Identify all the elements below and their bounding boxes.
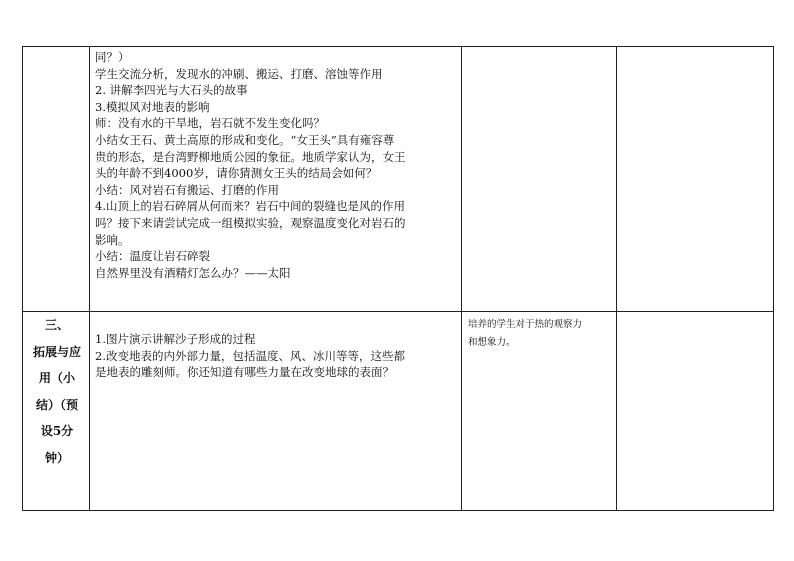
table-border-bottom [22, 510, 774, 511]
table-row-divider [22, 311, 774, 312]
row2-goal-cell [468, 316, 582, 352]
table-column-divider-2 [461, 46, 462, 511]
section-label-line: 结）（预 [35, 397, 78, 412]
table-column-divider-1 [89, 46, 90, 511]
process-line: 3.模拟风对地表的影响 [95, 99, 210, 114]
goal-line: 和想象力。 [468, 337, 516, 348]
section-label-line: 三、 [44, 318, 69, 332]
row1-process-cell [95, 49, 406, 281]
process-line: 同？） [95, 50, 130, 64]
process-line: 4.山顶上的岩石碎屑从何而来？岩石中间的裂缝也是风的作用 [95, 199, 405, 214]
process-line: 小结：温度让岩石碎裂 [95, 249, 210, 264]
section-label-line: 拓展与应 [32, 344, 81, 359]
process-line: 师：没有水的干旱地，岩石就不发生变化吗？ [95, 116, 325, 131]
process-line: 吗？接下来请尝试完成一组模拟实验，观察温度变化对岩石的 [95, 215, 406, 230]
section-label-cell [28, 312, 86, 471]
goal-line: 培养的学生对于热的观察力 [468, 319, 583, 330]
process-line: 2.改变地表的内外部力量，包括温度、风、冰川等等，这些都 [95, 348, 405, 363]
process-line: 小结女王石、黄土高原的形成和变化。“女王头”具有雍容尊 [95, 132, 395, 147]
process-line: 头的年龄不到4000岁，请你猜测女王头的结局会如何？ [95, 166, 378, 181]
process-line: 影响。 [95, 232, 130, 247]
process-line: 是地表的雕刻师。你还知道有哪些力量在改变地球的表面？ [95, 365, 394, 380]
row2-process-cell [95, 331, 405, 381]
process-line: 自然界里没有酒精灯怎么办？——太阳 [95, 265, 291, 280]
process-line: 1.图片演示讲解沙子形成的过程 [95, 332, 256, 346]
process-line: 学生交流分析，发现水的冲刷、搬运、打磨、溶蚀等作用 [95, 66, 383, 81]
process-line: 贵的形态，是台湾野柳地质公园的象征。地质学家认为，女王 [95, 149, 406, 164]
table-border-right [773, 46, 774, 511]
process-line: 小结：风对岩石有搬运、打磨的作用 [95, 182, 279, 197]
section-label-line: 设5分 [40, 424, 74, 438]
section-label-line: 钟） [44, 450, 69, 465]
table-border-top [22, 46, 774, 47]
table-border-left [22, 46, 23, 511]
process-line: 2. 讲解李四光与大石头的故事 [95, 83, 248, 98]
table-column-divider-3 [616, 46, 617, 511]
section-label-line: 用（小 [38, 371, 75, 385]
